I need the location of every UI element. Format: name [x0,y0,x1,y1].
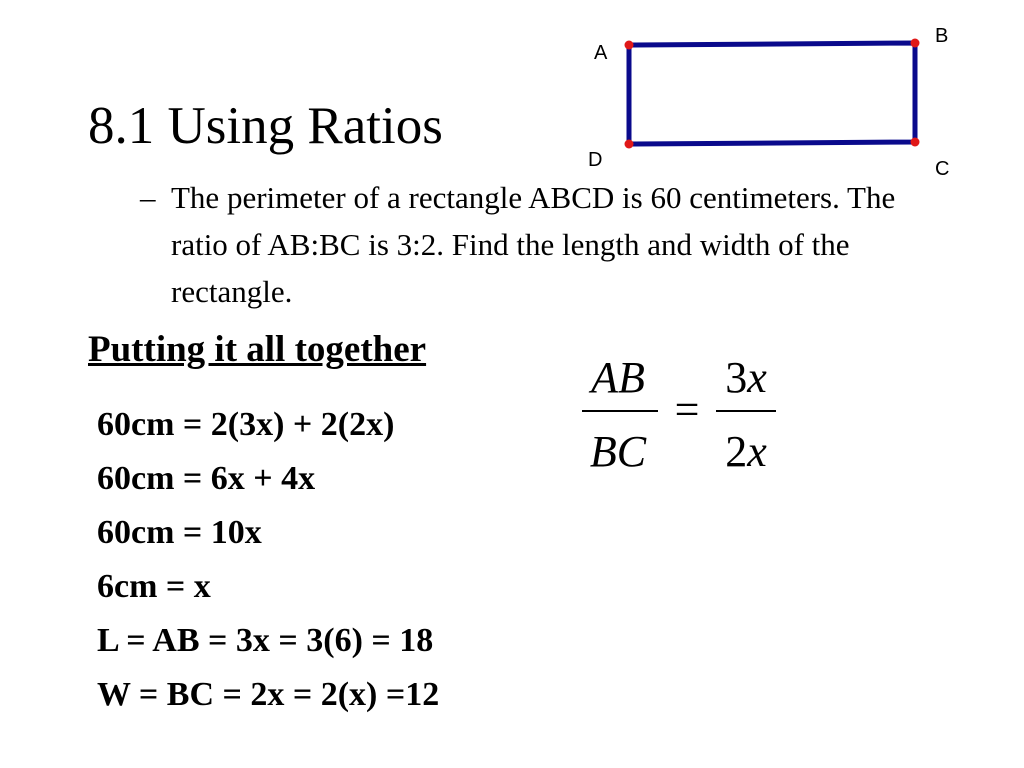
section-subheading: Putting it all together [88,329,427,370]
bullet-dash: – [140,180,156,215]
vertex-label-a: A [594,42,608,64]
right-denominator-coefficient: 2 [725,427,748,476]
equation-right-denominator [725,427,767,476]
right-numerator-variable: x [747,353,767,402]
solution-step: 6cm = x [97,568,211,605]
vertex-c-point [911,138,920,147]
vertex-b-point [911,39,920,48]
vertex-a-point [625,41,634,50]
equation-equals-sign: = [674,385,700,434]
solution-step: 60cm = 10x [97,514,262,551]
problem-bullet [140,174,920,315]
equation-left-numerator: AB [591,353,645,402]
vertex-label-d: D [588,149,603,171]
problem-statement: The perimeter of a rectangle ABCD is 60 centimeters. The ratio of AB:BC is 3:2. Find the length and width of the rectangle. [171,180,896,309]
equation-right-numerator [725,353,767,402]
slide-title: 8.1 Using Ratios [88,97,443,155]
solution-steps [97,398,439,722]
solution-step: 60cm = 2(3x) + 2(2x) [97,406,395,443]
solution-step: L = AB = 3x = 3(6) = 18 [97,622,434,659]
equation-left-denominator: BC [589,427,647,476]
right-denominator-variable: x [747,427,767,476]
right-numerator-coefficient: 3 [725,353,748,402]
solution-step: W = BC = 2x = 2(x) =12 [97,676,440,713]
vertex-d-point [625,140,634,149]
rectangle-abcd-figure [580,20,980,190]
rectangle-abcd [629,43,915,144]
vertex-label-c: C [935,158,950,180]
solution-step: 60cm = 6x + 4x [97,460,316,497]
ratio-equation [570,345,800,485]
vertex-label-b: B [935,25,949,47]
